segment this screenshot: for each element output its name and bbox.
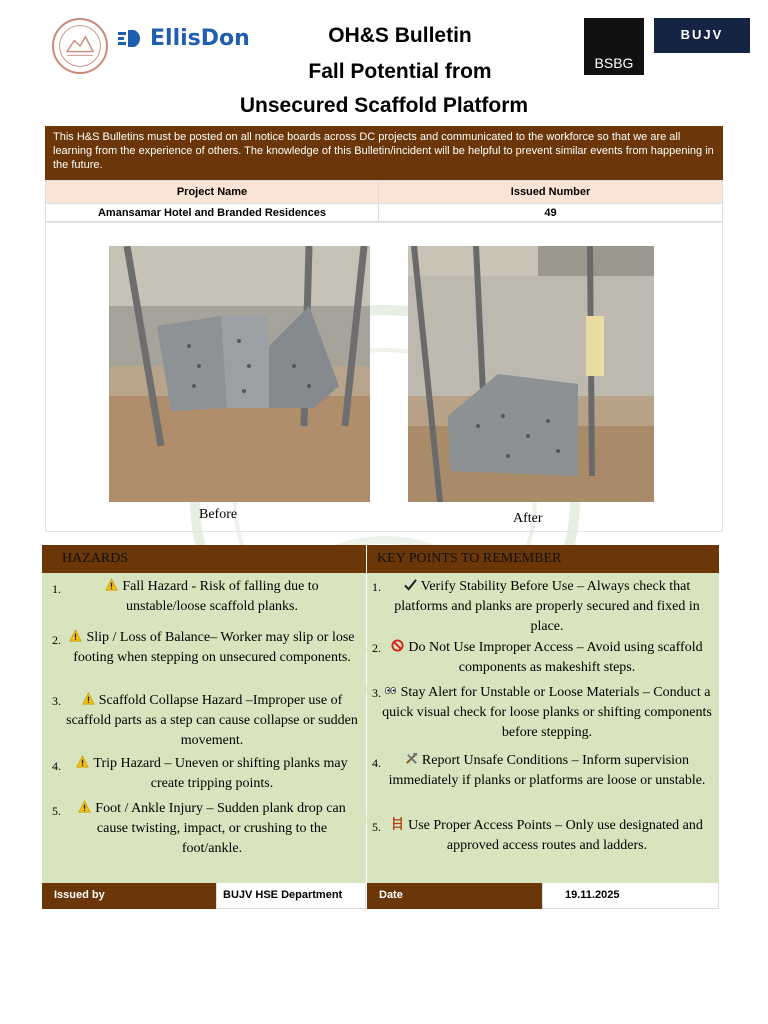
keypoint-text: Use Proper Access Points – Only use designated and approved access routes and ladders. xyxy=(408,818,703,853)
bujv-logo xyxy=(654,18,750,53)
keypoint-number: 5. xyxy=(372,820,381,834)
project-name-value: Amansamar Hotel and Branded Residences xyxy=(46,204,379,222)
issued-by-value: BUJV HSE Department xyxy=(216,883,366,909)
hazard-text: Slip / Loss of Balance– Worker may slip or lose footing when stepping on unsecured components. xyxy=(73,630,355,665)
notice-banner: This H&S Bulletins must be posted on all notice boards across DC projects and communicated to the workforce so that we are all learning from the experience of others. The knowledge of this Bulletin/incident will be helpful to prevent similar events from happening in the future. xyxy=(45,126,723,180)
keypoint-number: 1. xyxy=(372,580,381,594)
bulletin-title-line-1: OH&S Bulletin xyxy=(328,24,472,47)
hazard-item xyxy=(66,799,358,859)
before-photo xyxy=(109,246,370,502)
hazard-text: Foot / Ankle Injury – Sudden plank drop can cause twisting, impact, or crushing to the foot/ankle. xyxy=(95,801,346,856)
hazard-text: Fall Hazard - Risk of falling due to unstable/loose scaffold planks. xyxy=(122,579,319,614)
keypoint-item xyxy=(381,751,713,791)
warning-icon xyxy=(69,629,82,642)
hazard-text: Trip Hazard – Uneven or shifting planks may create tripping points. xyxy=(93,756,348,791)
before-caption: Before xyxy=(199,507,238,522)
issued-number-value: 49 xyxy=(379,204,723,222)
hazard-text: Scaffold Collapse Hazard –Improper use of scaffold parts as a step can cause collapse or sudden movement. xyxy=(66,693,358,748)
bulletin-title-line-3: Unsecured Scaffold Platform xyxy=(239,94,529,117)
bsbg-logo xyxy=(584,18,644,75)
organization-seal-logo xyxy=(52,18,108,74)
keypoint-text: Verify Stability Before Use – Always check that platforms and planks are properly secured and fixed in place. xyxy=(394,579,700,634)
warning-icon xyxy=(78,800,91,813)
hazard-number: 5. xyxy=(52,804,61,818)
hazard-number: 3. xyxy=(52,694,61,708)
issued-by-label: Issued by xyxy=(42,883,216,909)
hazard-number: 1. xyxy=(52,582,61,596)
bujv-logo-text: BUJV xyxy=(680,27,724,42)
keypoint-text: Report Unsafe Conditions – Inform supervision immediately if planks or platforms are loose or unstable. xyxy=(388,753,706,788)
project-name-label: Project Name xyxy=(46,181,379,204)
hazard-number: 4. xyxy=(52,759,61,773)
ellisdon-logo-text: EllisDon xyxy=(150,25,250,51)
ladder-icon xyxy=(391,817,404,830)
prohibited-icon xyxy=(391,639,404,652)
hazard-item xyxy=(66,754,358,794)
warning-icon xyxy=(76,755,89,768)
keypoint-text: Stay Alert for Unstable or Loose Materials – Conduct a quick visual check for loose planks or shifting components before stepping. xyxy=(382,685,712,740)
date-value: 19.11.2025 xyxy=(542,883,719,909)
bulletin-title-line-2: Fall Potential from xyxy=(308,60,492,83)
keypoint-number: 4. xyxy=(372,756,381,770)
ellisdon-mark-icon xyxy=(118,28,146,48)
bsbg-logo-text: BSBG xyxy=(594,55,634,71)
warning-icon xyxy=(82,692,95,705)
issued-number-label: Issued Number xyxy=(379,181,723,204)
keypoint-item xyxy=(381,638,713,678)
keypoint-item xyxy=(381,577,713,637)
keypoint-item xyxy=(381,816,713,856)
hazard-item xyxy=(66,691,358,751)
checkmark-icon xyxy=(404,578,417,591)
warning-icon xyxy=(105,578,118,591)
date-label: Date xyxy=(367,883,542,909)
tools-icon xyxy=(405,752,418,765)
keypoint-text: Do Not Use Improper Access – Avoid using scaffold components as makeshift steps. xyxy=(408,640,703,675)
hazard-item xyxy=(66,577,358,617)
hazard-number: 2. xyxy=(52,633,61,647)
eyes-icon xyxy=(384,684,397,697)
hazards-heading: HAZARDS xyxy=(42,545,366,573)
after-photo xyxy=(408,246,654,502)
hazard-item xyxy=(66,628,358,668)
after-caption: After xyxy=(513,511,543,526)
keypoint-number: 2. xyxy=(372,641,381,655)
keypoint-number: 3. xyxy=(372,686,381,700)
keypoints-heading: KEY POINTS TO REMEMBER xyxy=(367,545,719,573)
project-info-table xyxy=(45,180,723,222)
keypoint-item xyxy=(381,683,713,743)
